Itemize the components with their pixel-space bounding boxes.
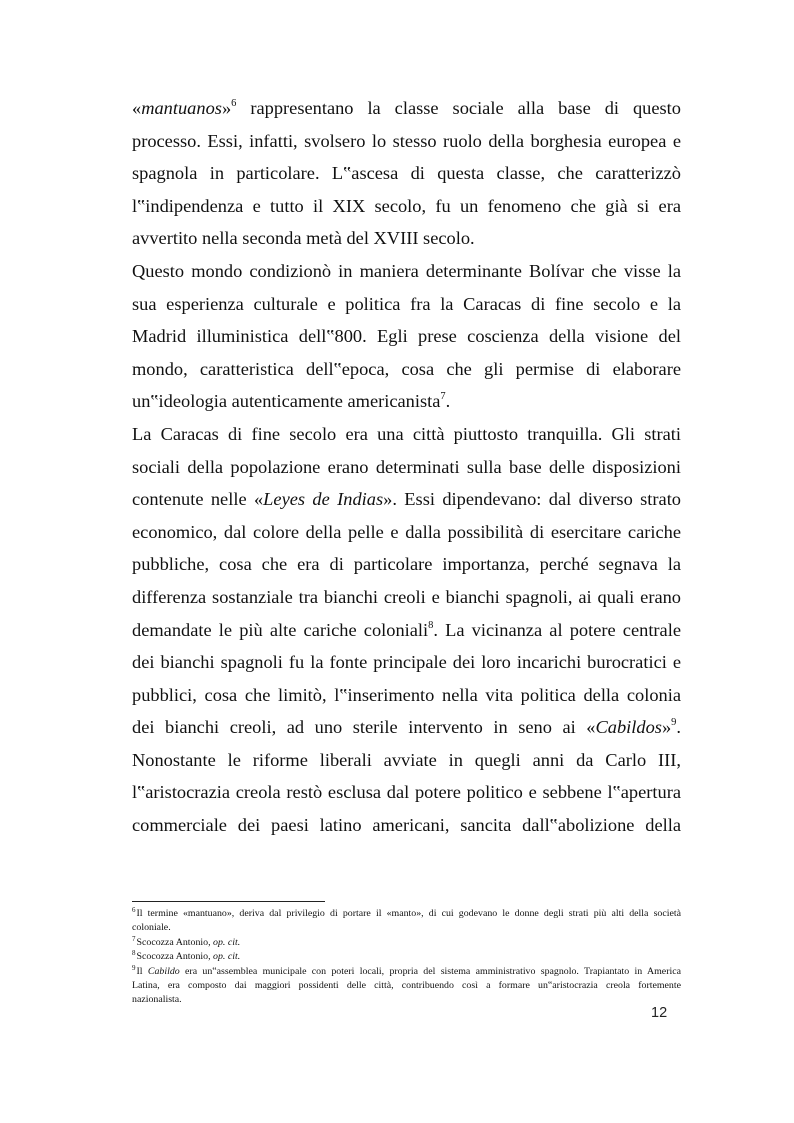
body-line: mondo, caratteristica dell‟epoca, cosa che gli permise di elaborare: [132, 358, 681, 379]
footnote-ref[interactable]: 8: [428, 619, 434, 631]
footnote-6: [132, 907, 681, 921]
text-run: rappresentano la classe sociale alla base di questo: [236, 98, 681, 118]
body-line: Nonostante le riforme liberali avviate in quegli anni da Carlo III,: [132, 749, 681, 770]
footnote-italic: Cabildo: [147, 965, 180, 977]
text-run: «: [132, 98, 142, 118]
body-line: commerciale dei paesi latino americani, sancita dall‟abolizione della: [132, 815, 681, 836]
footnote-ref[interactable]: 9: [671, 717, 677, 729]
text-run: .: [676, 717, 681, 738]
footnotes: [132, 907, 681, 1008]
text-run: »: [221, 98, 232, 118]
footnote-ref[interactable]: 7: [440, 391, 446, 403]
body-line: sociali della popolazione erano determinati sulla base delle disposizioni: [132, 456, 681, 477]
footnote-italic: op. cit.: [213, 936, 241, 948]
body-line: [132, 385, 681, 418]
footnote-7: [132, 936, 681, 950]
body-line: l‟indipendenza e tutto il XIX secolo, fu un fenomeno che già si era: [132, 195, 681, 216]
italic-term: mantuanos: [141, 98, 222, 118]
body-line: pubbliche, cosa che era di particolare importanza, perché segnava la: [132, 554, 681, 575]
body-line: [132, 483, 681, 516]
body-line: [132, 711, 681, 744]
footnote-separator: [132, 901, 325, 902]
footnote-text: Scocozza Antonio,: [136, 951, 214, 963]
body-line: [132, 92, 681, 125]
footnote-number: 9: [132, 963, 136, 972]
footnote-number: 7: [132, 934, 136, 943]
footnote-8: [132, 950, 681, 964]
italic-term: Leyes de Indias: [263, 489, 384, 510]
body-line: Questo mondo condizionò in maniera determinante Bolívar che visse la: [132, 260, 681, 281]
body-line: avvertito nella seconda metà del XVIII secolo.: [132, 228, 475, 249]
text-run: dei bianchi creoli, ad uno sterile intervento in seno ai «: [132, 717, 596, 738]
body-line: economico, dal colore della pelle e dalla possibilità di esercitare cariche: [132, 521, 681, 542]
footnote-text: Il: [136, 965, 148, 977]
footnote-9-continued: Latina, era composto dai maggiori possidenti delle città, contribuendo così a formare un‟aristocrazia creola fortemente: [132, 979, 681, 991]
body-line: Madrid illuministica dell‟800. Egli prese coscienza della visione del: [132, 326, 681, 347]
body-line: dei bianchi spagnoli fu la fonte principale dei loro incarichi burocratici e: [132, 652, 681, 673]
body-line: pubblici, cosa che limitò, l‟inserimento nella vita politica della colonia: [132, 684, 681, 705]
text-run: . La vicinanza al potere centrale: [433, 619, 681, 640]
text-run: »: [661, 717, 672, 738]
footnote-9-end: nazionalista.: [132, 994, 182, 1006]
body-line: processo. Essi, infatti, svolsero lo stesso ruolo della borghesia europea e: [132, 130, 681, 151]
footnote-6-continued: coloniale.: [132, 922, 171, 934]
footnote-number: 8: [132, 949, 136, 958]
footnote-text: Il termine «mantuano», deriva dal privilegio di portare il «manto», di cui godevano le donne degli strati più alti della società: [136, 908, 681, 919]
footnote-9: [132, 965, 681, 979]
body-line: sua esperienza culturale e politica fra la Caracas di fine secolo e la: [132, 293, 681, 314]
text-run: .: [445, 391, 451, 412]
footnote-italic: op. cit.: [213, 951, 241, 963]
text-run: un‟ideologia autenticamente americanista: [132, 391, 441, 412]
text-run: ». Essi dipendevano: dal diverso strato: [383, 489, 681, 510]
italic-term: Cabildos: [595, 717, 662, 738]
text-run: contenute nelle «: [132, 489, 264, 510]
footnote-text: Scocozza Antonio,: [136, 936, 214, 948]
body-line: La Caracas di fine secolo era una città piuttosto tranquilla. Gli strati: [132, 423, 681, 444]
footnote-text: era un‟assemblea municipale con poteri locali, propria del sistema amministrativo spagnolo. Trapiantato in America: [179, 965, 681, 977]
page-number: 12: [651, 1005, 668, 1021]
footnote-number: 6: [132, 906, 136, 914]
body-line: l‟aristocrazia creola restò esclusa dal potere politico e sebbene l‟apertura: [132, 782, 681, 803]
footnote-ref[interactable]: 6: [231, 98, 237, 109]
body-line: [132, 614, 681, 647]
text-run: demandate le più alte cariche coloniali: [132, 619, 429, 640]
body-text: [132, 92, 681, 842]
body-line: spagnola in particolare. L‟ascesa di questa classe, che caratterizzò: [132, 163, 681, 184]
body-line: differenza sostanziale tra bianchi creoli e bianchi spagnoli, ai quali erano: [132, 586, 681, 607]
